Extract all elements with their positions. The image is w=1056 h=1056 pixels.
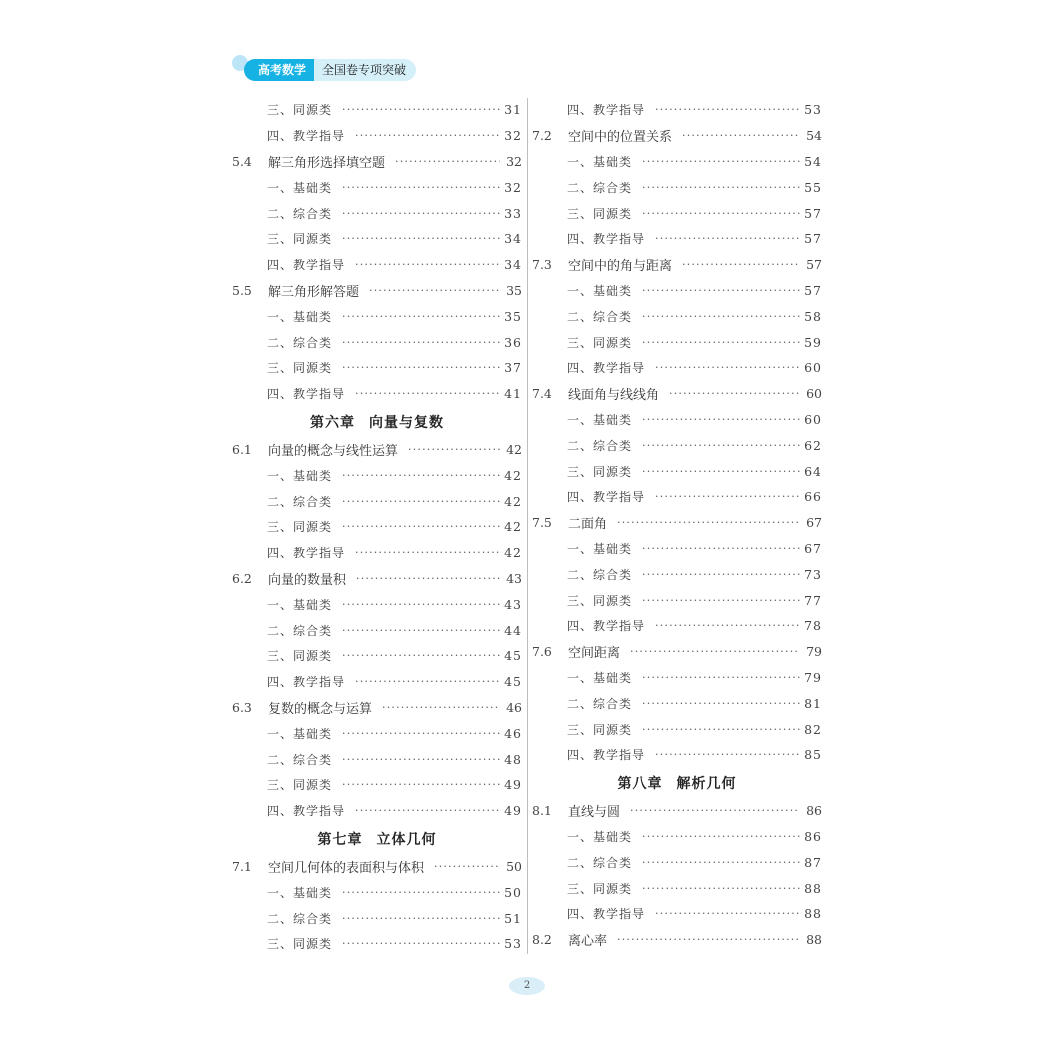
entry-page-number: 35 — [504, 308, 522, 324]
dot-leader — [382, 701, 500, 714]
entry-title: 四、教学指导 — [267, 129, 346, 144]
entry-page-number: 54 — [806, 128, 822, 144]
dot-leader — [655, 361, 800, 374]
toc-section-entry[interactable] — [532, 798, 822, 824]
dot-leader — [655, 907, 800, 920]
entry-title: 四、教学指导 — [267, 387, 346, 402]
entry-page-number: 34 — [504, 257, 522, 273]
entry-page-number: 57 — [804, 231, 822, 247]
entry-title: 一、基础类 — [567, 829, 633, 844]
toc-subsection-entry[interactable] — [232, 669, 522, 695]
chapter-heading — [532, 768, 822, 798]
toc-subsection-entry[interactable] — [232, 798, 522, 824]
toc-subsection-entry[interactable] — [232, 303, 522, 329]
entry-page-number: 43 — [504, 596, 522, 612]
entry-page-number: 81 — [804, 695, 822, 711]
entry-title: 一、基础类 — [267, 180, 333, 195]
dot-leader — [434, 860, 500, 873]
section-number: 7.3 — [532, 257, 552, 273]
entry-title: 离心率 — [568, 934, 608, 950]
dot-leader — [630, 645, 800, 658]
toc-section-entry[interactable] — [532, 252, 822, 278]
entry-title: 二面角 — [568, 517, 608, 533]
toc-subsection-entry[interactable] — [232, 617, 522, 643]
toc-subsection-entry[interactable] — [232, 174, 522, 200]
entry-page-number: 58 — [804, 308, 822, 324]
toc-subsection-entry[interactable] — [532, 303, 822, 329]
section-number: 7.5 — [532, 515, 552, 531]
entry-page-number: 67 — [806, 515, 822, 531]
toc-section-entry[interactable] — [532, 927, 822, 953]
toc-subsection-entry[interactable] — [532, 536, 822, 562]
dot-leader — [630, 804, 800, 817]
toc-section-entry[interactable] — [532, 123, 822, 149]
entry-page-number: 57 — [804, 205, 822, 221]
entry-title: 四、教学指导 — [567, 619, 646, 634]
toc-subsection-entry[interactable] — [532, 329, 822, 355]
dot-leader — [642, 697, 800, 710]
toc-section-entry[interactable] — [232, 149, 522, 175]
entry-title: 三、同源类 — [567, 593, 633, 608]
entry-title: 二、综合类 — [567, 309, 633, 324]
entry-title: 三、同源类 — [567, 464, 633, 479]
toc-subsection-entry[interactable] — [532, 484, 822, 510]
entry-page-number: 43 — [506, 570, 522, 586]
entry-page-number: 42 — [506, 441, 522, 457]
entry-title: 一、基础类 — [267, 885, 333, 900]
toc-subsection-entry[interactable] — [232, 720, 522, 746]
entry-page-number: 64 — [804, 463, 822, 479]
entry-title: 空间中的位置关系 — [568, 130, 673, 146]
dot-leader — [342, 103, 500, 116]
entry-title: 四、教学指导 — [567, 232, 646, 247]
toc-subsection-entry[interactable] — [232, 488, 522, 514]
entry-page-number: 53 — [804, 102, 822, 118]
entry-page-number: 34 — [504, 231, 522, 247]
dot-leader — [356, 572, 500, 585]
entry-page-number: 59 — [804, 334, 822, 350]
entry-title: 四、教学指导 — [567, 103, 646, 118]
toc-section-entry[interactable] — [232, 854, 522, 880]
toc-section-entry[interactable] — [232, 437, 522, 463]
dot-leader — [642, 568, 800, 581]
entry-page-number: 50 — [504, 884, 522, 900]
toc-subsection-entry[interactable] — [532, 149, 822, 175]
entry-title: 解三角形选择填空题 — [268, 155, 386, 171]
entry-page-number: 35 — [506, 282, 522, 298]
entry-page-number: 78 — [804, 618, 822, 634]
toc-subsection-entry[interactable] — [532, 665, 822, 691]
entry-title: 四、教学指导 — [567, 361, 646, 376]
dot-leader — [642, 439, 800, 452]
dot-leader — [642, 181, 800, 194]
entry-page-number: 60 — [804, 411, 822, 427]
toc-subsection-entry[interactable] — [232, 200, 522, 226]
dot-leader — [642, 594, 800, 607]
toc-subsection-entry[interactable] — [232, 514, 522, 540]
dot-leader — [342, 912, 500, 925]
toc-subsection-entry[interactable] — [232, 772, 522, 798]
chapter-label: 第六章 — [310, 414, 355, 431]
toc-subsection-entry[interactable] — [532, 407, 822, 433]
entry-page-number: 31 — [504, 102, 522, 118]
toc-left-column — [232, 97, 522, 957]
dot-leader — [355, 546, 500, 559]
entry-title: 四、教学指导 — [267, 675, 346, 690]
entry-title: 解三角形解答题 — [268, 284, 360, 300]
entry-title: 三、同源类 — [267, 937, 333, 952]
entry-page-number: 62 — [804, 437, 822, 453]
toc-subsection-entry[interactable] — [532, 355, 822, 381]
dot-leader — [342, 727, 500, 740]
toc-subsection-entry[interactable] — [532, 613, 822, 639]
entry-title: 二、综合类 — [567, 567, 633, 582]
toc-subsection-entry[interactable] — [532, 824, 822, 850]
entry-page-number: 79 — [806, 644, 822, 660]
entry-page-number: 41 — [504, 386, 522, 402]
column-divider — [527, 98, 528, 954]
dot-leader — [642, 882, 800, 895]
toc-subsection-entry[interactable] — [232, 462, 522, 488]
entry-page-number: 87 — [804, 854, 822, 870]
entry-page-number: 42 — [504, 545, 522, 561]
dot-leader — [342, 778, 500, 791]
dot-leader — [355, 129, 500, 142]
entry-page-number: 42 — [504, 493, 522, 509]
toc-subsection-entry[interactable] — [532, 97, 822, 123]
chapter-heading — [232, 824, 522, 854]
entry-title: 三、同源类 — [567, 335, 633, 350]
entry-title: 三、同源类 — [267, 361, 333, 376]
entry-page-number: 45 — [504, 648, 522, 664]
dot-leader — [682, 258, 800, 271]
entry-page-number: 54 — [804, 153, 822, 169]
dot-leader — [642, 542, 800, 555]
toc-subsection-entry[interactable] — [532, 561, 822, 587]
entry-title: 三、同源类 — [567, 722, 633, 737]
toc-subsection-entry[interactable] — [232, 123, 522, 149]
toc-section-entry[interactable] — [232, 278, 522, 304]
entry-page-number: 33 — [504, 205, 522, 221]
dot-leader — [682, 129, 800, 142]
toc-subsection-entry[interactable] — [532, 432, 822, 458]
section-number: 7.6 — [532, 644, 552, 660]
entry-title: 三、同源类 — [267, 649, 333, 664]
section-number: 6.3 — [232, 699, 252, 715]
toc-subsection-entry[interactable] — [532, 200, 822, 226]
toc-subsection-entry[interactable] — [232, 97, 522, 123]
entry-title: 直线与圆 — [568, 805, 621, 821]
toc-subsection-entry[interactable] — [232, 746, 522, 772]
entry-title: 二、综合类 — [267, 494, 333, 509]
entry-page-number: 36 — [504, 334, 522, 350]
section-number: 7.1 — [232, 858, 252, 874]
dot-leader — [369, 284, 500, 297]
entry-page-number: 79 — [804, 669, 822, 685]
chapter-heading — [232, 407, 522, 437]
dot-leader — [342, 937, 500, 950]
chapter-label: 第八章 — [617, 775, 663, 792]
toc-section-entry[interactable] — [532, 639, 822, 665]
entry-page-number: 86 — [804, 828, 822, 844]
book-header-badge — [244, 58, 416, 82]
dot-leader — [355, 258, 500, 271]
entry-title: 一、基础类 — [267, 468, 333, 483]
dot-leader — [355, 675, 500, 688]
section-number: 6.2 — [232, 570, 252, 586]
toc-subsection-entry[interactable] — [532, 742, 822, 768]
toc-subsection-entry[interactable] — [532, 690, 822, 716]
toc-subsection-entry[interactable] — [232, 355, 522, 381]
entry-title: 二、综合类 — [267, 752, 333, 767]
toc-section-entry[interactable] — [232, 566, 522, 592]
entry-title: 四、教学指导 — [267, 546, 346, 561]
entry-page-number: 50 — [506, 858, 522, 874]
entry-title: 一、基础类 — [567, 154, 633, 169]
dot-leader — [355, 804, 500, 817]
entry-title: 四、教学指导 — [567, 748, 646, 763]
chapter-title: 向量与复数 — [369, 414, 444, 431]
section-number: 7.2 — [532, 128, 552, 144]
entry-title: 空间距离 — [568, 646, 621, 662]
entry-page-number: 37 — [504, 360, 522, 376]
header-tag: 高考数学 — [244, 59, 314, 81]
dot-leader — [655, 232, 800, 245]
dot-leader — [342, 310, 500, 323]
entry-title: 空间几何体的表面积与体积 — [268, 860, 425, 876]
toc-section-entry[interactable] — [232, 695, 522, 721]
toc-subsection-entry[interactable] — [232, 931, 522, 957]
chapter-title: 解析几何 — [676, 775, 737, 792]
entry-title: 线面角与线线角 — [568, 388, 660, 404]
toc-subsection-entry[interactable] — [532, 226, 822, 252]
dot-leader — [408, 443, 500, 456]
toc-subsection-entry[interactable] — [532, 458, 822, 484]
dot-leader — [669, 387, 800, 400]
entry-title: 三、同源类 — [267, 778, 333, 793]
entry-page-number: 49 — [504, 777, 522, 793]
entry-title: 一、基础类 — [267, 726, 333, 741]
entry-page-number: 57 — [804, 282, 822, 298]
toc-subsection-entry[interactable] — [232, 879, 522, 905]
dot-leader — [642, 310, 800, 323]
dot-leader — [342, 649, 500, 662]
entry-title: 四、教学指导 — [267, 804, 346, 819]
chapter-title: 立体几何 — [376, 831, 437, 848]
section-number: 5.4 — [232, 153, 252, 169]
dot-leader — [642, 465, 800, 478]
dot-leader — [395, 155, 500, 168]
entry-page-number: 53 — [504, 936, 522, 952]
entry-page-number: 55 — [804, 179, 822, 195]
dot-leader — [642, 284, 800, 297]
toc-section-entry[interactable] — [532, 510, 822, 536]
dot-leader — [342, 469, 500, 482]
entry-page-number: 46 — [506, 699, 522, 715]
dot-leader — [655, 748, 800, 761]
dot-leader — [342, 598, 500, 611]
toc-subsection-entry[interactable] — [232, 591, 522, 617]
entry-page-number: 51 — [504, 910, 522, 926]
entry-page-number: 45 — [504, 674, 522, 690]
dot-leader — [642, 207, 800, 220]
dot-leader — [642, 336, 800, 349]
entry-page-number: 42 — [504, 519, 522, 535]
dot-leader — [642, 830, 800, 843]
entry-page-number: 86 — [806, 803, 822, 819]
toc-right-column — [532, 97, 822, 953]
entry-page-number: 57 — [806, 257, 822, 273]
entry-page-number: 88 — [804, 906, 822, 922]
dot-leader — [655, 103, 800, 116]
entry-title: 三、同源类 — [267, 232, 333, 247]
toc-subsection-entry[interactable] — [232, 252, 522, 278]
entry-page-number: 49 — [504, 803, 522, 819]
entry-page-number: 44 — [504, 622, 522, 638]
entry-title: 二、综合类 — [567, 855, 633, 870]
entry-title: 三、同源类 — [267, 103, 333, 118]
entry-page-number: 66 — [804, 489, 822, 505]
dot-leader — [342, 520, 500, 533]
dot-leader — [342, 624, 500, 637]
toc-subsection-entry[interactable] — [532, 174, 822, 200]
page-number: 2 — [509, 977, 545, 995]
section-number: 8.1 — [532, 803, 552, 819]
dot-leader — [642, 413, 800, 426]
entry-title: 四、教学指导 — [567, 490, 646, 505]
toc-subsection-entry[interactable] — [232, 381, 522, 407]
toc-subsection-entry[interactable] — [232, 226, 522, 252]
dot-leader — [342, 361, 500, 374]
entry-title: 空间中的角与距离 — [568, 259, 673, 275]
entry-title: 二、综合类 — [567, 438, 633, 453]
toc-subsection-entry[interactable] — [532, 875, 822, 901]
dot-leader — [642, 671, 800, 684]
entry-page-number: 85 — [804, 747, 822, 763]
toc-subsection-entry[interactable] — [232, 643, 522, 669]
dot-leader — [655, 490, 800, 503]
entry-page-number: 32 — [504, 128, 522, 144]
entry-page-number: 73 — [804, 566, 822, 582]
entry-page-number: 60 — [804, 360, 822, 376]
entry-title: 二、综合类 — [267, 335, 333, 350]
dot-leader — [642, 856, 800, 869]
entry-page-number: 32 — [506, 153, 522, 169]
entry-title: 一、基础类 — [567, 283, 633, 298]
entry-page-number: 88 — [806, 932, 822, 948]
toc-subsection-entry[interactable] — [532, 716, 822, 742]
dot-leader — [617, 933, 800, 946]
toc-section-entry[interactable] — [532, 381, 822, 407]
dot-leader — [342, 336, 500, 349]
entry-page-number: 67 — [804, 540, 822, 556]
toc-subsection-entry[interactable] — [532, 278, 822, 304]
toc-subsection-entry[interactable] — [532, 849, 822, 875]
entry-title: 二、综合类 — [267, 206, 333, 221]
entry-title: 向量的概念与线性运算 — [268, 443, 399, 459]
dot-leader — [342, 753, 500, 766]
dot-leader — [342, 232, 500, 245]
toc-subsection-entry[interactable] — [532, 587, 822, 613]
entry-page-number: 42 — [504, 467, 522, 483]
entry-title: 一、基础类 — [267, 597, 333, 612]
entry-title: 二、综合类 — [567, 180, 633, 195]
entry-page-number: 48 — [504, 751, 522, 767]
entry-page-number: 77 — [804, 592, 822, 608]
entry-title: 二、综合类 — [267, 911, 333, 926]
chapter-label: 第七章 — [317, 831, 363, 848]
section-number: 8.2 — [532, 932, 552, 948]
entry-page-number: 82 — [804, 721, 822, 737]
section-number: 7.4 — [532, 386, 552, 402]
entry-title: 一、基础类 — [567, 541, 633, 556]
dot-leader — [342, 181, 500, 194]
section-number: 5.5 — [232, 282, 252, 298]
dot-leader — [617, 516, 800, 529]
entry-title: 复数的概念与运算 — [268, 701, 373, 717]
entry-title: 二、综合类 — [267, 623, 333, 638]
dot-leader — [642, 723, 800, 736]
dot-leader — [642, 155, 800, 168]
toc-subsection-entry[interactable] — [532, 901, 822, 927]
entry-title: 四、教学指导 — [567, 907, 646, 922]
dot-leader — [355, 387, 500, 400]
entry-title: 向量的数量积 — [268, 572, 347, 588]
entry-page-number: 32 — [504, 179, 522, 195]
dot-leader — [342, 207, 500, 220]
entry-title: 三、同源类 — [267, 520, 333, 535]
entry-title: 一、基础类 — [267, 309, 333, 324]
entry-title: 一、基础类 — [567, 412, 633, 427]
toc-subsection-entry[interactable] — [232, 905, 522, 931]
entry-page-number: 88 — [804, 880, 822, 896]
entry-page-number: 60 — [806, 386, 822, 402]
section-number: 6.1 — [232, 441, 252, 457]
entry-title: 三、同源类 — [567, 206, 633, 221]
dot-leader — [342, 495, 500, 508]
entry-page-number: 46 — [504, 725, 522, 741]
header-subtitle: 全国卷专项突破 — [314, 59, 416, 81]
entry-title: 二、综合类 — [567, 696, 633, 711]
dot-leader — [655, 619, 800, 632]
entry-title: 四、教学指导 — [267, 258, 346, 273]
entry-title: 一、基础类 — [567, 670, 633, 685]
entry-title: 三、同源类 — [567, 881, 633, 896]
toc-subsection-entry[interactable] — [232, 329, 522, 355]
dot-leader — [342, 886, 500, 899]
toc-subsection-entry[interactable] — [232, 540, 522, 566]
